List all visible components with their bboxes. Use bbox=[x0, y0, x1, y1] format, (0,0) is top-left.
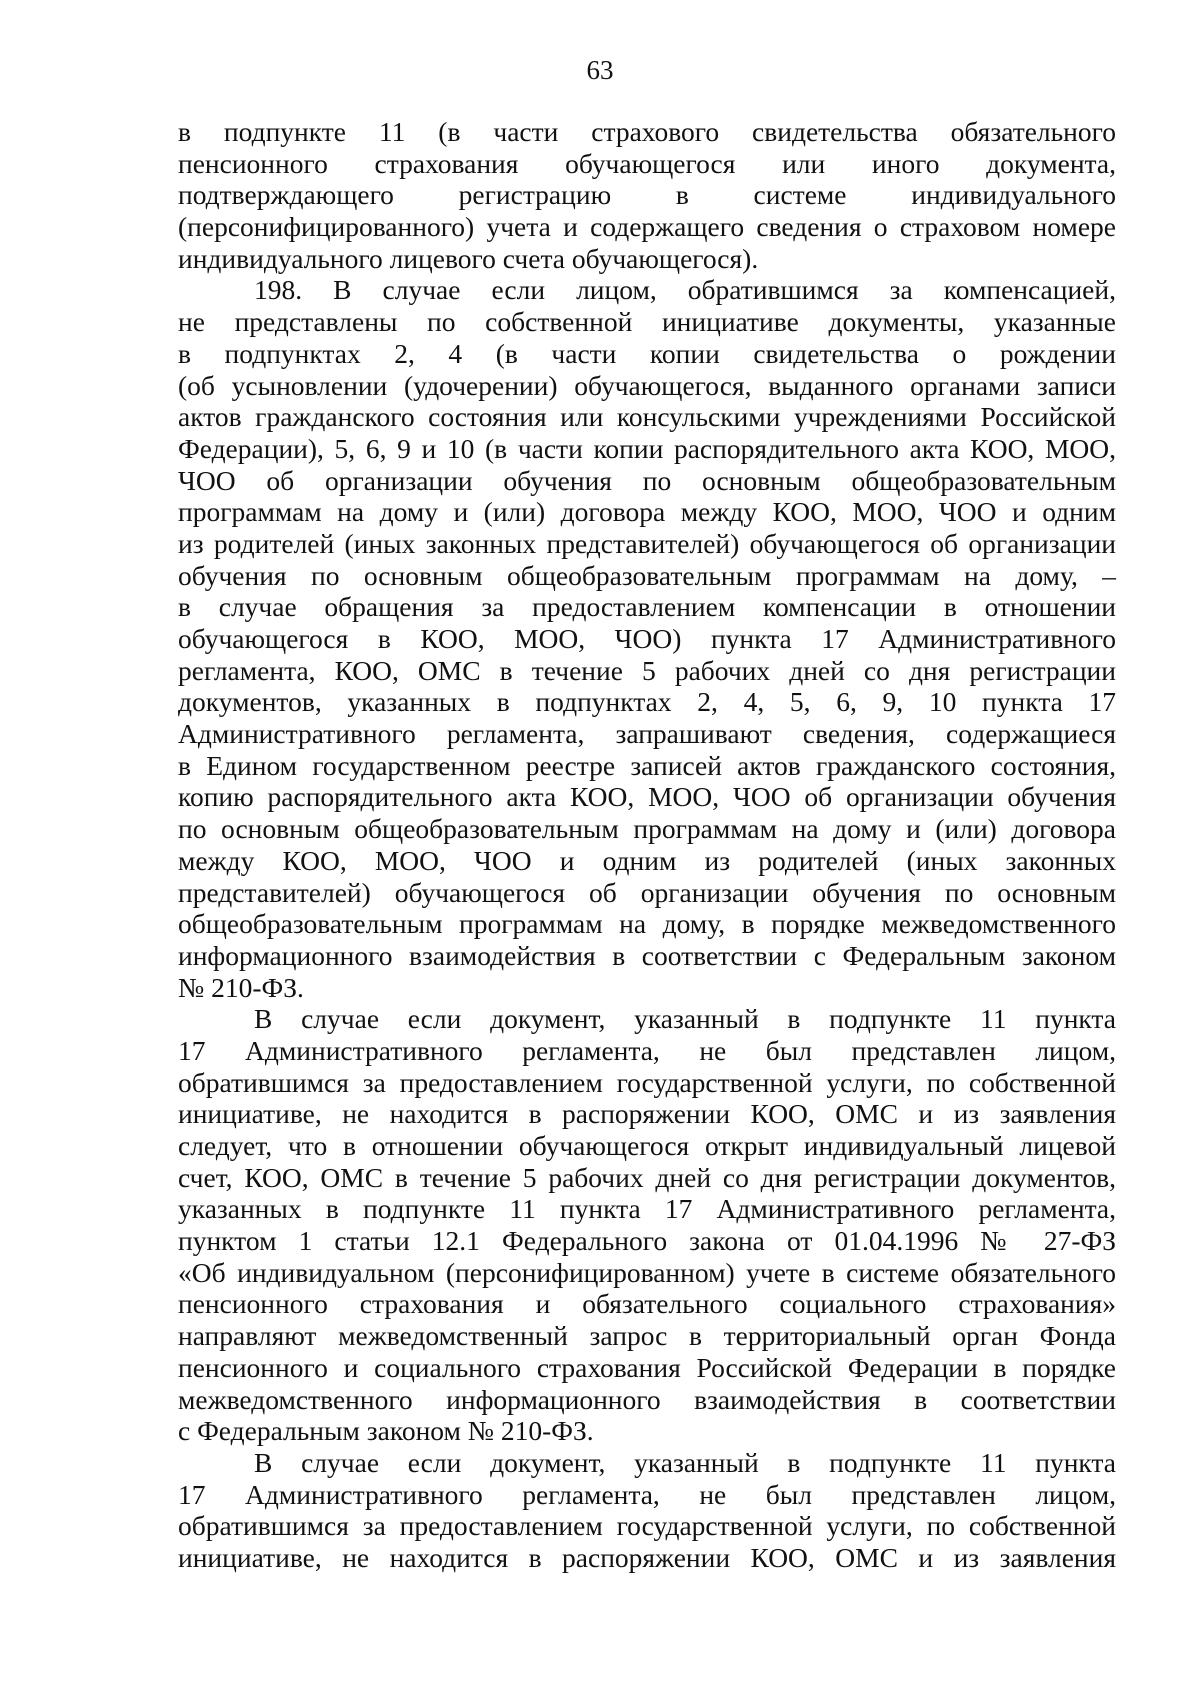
paragraph bbox=[178, 1447, 1116, 1574]
text-line: программам на дому и (или) договора между КОО, МОО, ЧОО и одним bbox=[178, 496, 1116, 528]
text-line: документов, указанных в подпунктах 2, 4, 5, 6, 9, 10 пункта 17 bbox=[178, 686, 1116, 718]
text-line: (об усыновлении (удочерении) обучающегося, выданного органами записи bbox=[178, 369, 1116, 401]
text-line: в Едином государственном реестре записей актов гражданского состояния, bbox=[178, 749, 1116, 781]
text-line: 17 Административного регламента, не был представлен лицом, bbox=[178, 1034, 1116, 1066]
text-line: обучающегося в КОО, МОО, ЧОО) пункта 17 Административного bbox=[178, 623, 1116, 654]
text-line: пунктом 1 статьи 12.1 Федерального закона от 01.04.1996 № 27-ФЗ bbox=[178, 1225, 1116, 1257]
text-line: в случае обращения за предоставлением компенсации в отношении bbox=[178, 591, 1116, 623]
text-line: представителей) обучающегося об организации обучения по основным bbox=[178, 876, 1116, 908]
paragraph-continuation bbox=[178, 116, 1116, 274]
text-line: (персонифицированного) учета и содержащего сведения о страховом номере bbox=[178, 211, 1116, 243]
document-body bbox=[178, 116, 1116, 1574]
text-line: информационного взаимодействия в соответствии с Федеральным законом bbox=[178, 939, 1116, 971]
text-line: обучения по основным общеобразовательным программам на дому, – bbox=[178, 559, 1116, 591]
text-line: указанных в подпункте 11 пункта 17 Административного регламента, bbox=[178, 1193, 1116, 1225]
text-line: в подпункте 11 (в части страхового свидетельства обязательного bbox=[178, 116, 1116, 147]
text-line: Федерации), 5, 6, 9 и 10 (в части копии распорядительного акта КОО, МОО, bbox=[178, 432, 1116, 464]
text-line: по основным общеобразовательным программам на дому и (или) договора bbox=[178, 813, 1116, 845]
page-number: 63 bbox=[586, 55, 614, 85]
text-line: пенсионного страхования обучающегося или иного документа, bbox=[178, 147, 1116, 179]
text-line: В случае если документ, указанный в подпункте 11 пункта bbox=[254, 1003, 1116, 1035]
text-line: регламента, КОО, ОМС в течение 5 рабочих дней со дня регистрации bbox=[178, 654, 1116, 686]
text-line: «Об индивидуальном (персонифицированном) учете в системе обязательного bbox=[178, 1256, 1116, 1288]
text-line: общеобразовательным программам на дому, в порядке межведомственного bbox=[178, 908, 1116, 940]
text-line: ЧОО об организации обучения по основным общеобразовательным bbox=[178, 464, 1116, 496]
paragraph bbox=[178, 1003, 1116, 1447]
text-line: № 210-ФЗ. bbox=[178, 971, 304, 1003]
text-line: индивидуального лицевого счета обучающегося). bbox=[178, 242, 759, 274]
text-line: обратившимся за предоставлением государственной услуги, по собственной bbox=[178, 1510, 1116, 1542]
text-line: с Федеральным законом № 210-ФЗ. bbox=[178, 1415, 594, 1447]
text-line: между КОО, МОО, ЧОО и одним из родителей (иных законных bbox=[178, 844, 1116, 876]
text-line: обратившимся за предоставлением государственной услуги, по собственной bbox=[178, 1066, 1116, 1098]
text-line: 198. В случае если лицом, обратившимся за компенсацией, bbox=[254, 274, 1116, 306]
text-line: инициативе, не находится в распоряжении КОО, ОМС и из заявления bbox=[178, 1098, 1116, 1130]
text-line: из родителей (иных законных представителей) обучающегося об организации bbox=[178, 527, 1116, 559]
text-line: не представлены по собственной инициативе документы, указанные bbox=[178, 306, 1116, 338]
text-line: В случае если документ, указанный в подпункте 11 пункта bbox=[254, 1446, 1116, 1478]
text-line: межведомственного информационного взаимодействия в соответствии bbox=[178, 1383, 1116, 1415]
text-line: счет, КОО, ОМС в течение 5 рабочих дней со дня регистрации документов, bbox=[178, 1161, 1116, 1193]
text-line: Административного регламента, запрашивают сведения, содержащиеся bbox=[178, 718, 1116, 750]
paragraph-198 bbox=[178, 274, 1116, 1003]
text-line: пенсионного страхования и обязательного социального страхования» bbox=[178, 1288, 1116, 1320]
text-line: следует, что в отношении обучающегося открыт индивидуальный лицевой bbox=[178, 1130, 1116, 1161]
text-line: направляют межведомственный запрос в территориальный орган Фонда bbox=[178, 1320, 1116, 1352]
text-line: 17 Административного регламента, не был представлен лицом, bbox=[178, 1478, 1116, 1510]
text-line: в подпунктах 2, 4 (в части копии свидетельства о рождении bbox=[178, 337, 1116, 369]
text-line: подтверждающего регистрацию в системе индивидуального bbox=[178, 179, 1116, 211]
text-line: актов гражданского состояния или консульскими учреждениями Российской bbox=[178, 401, 1116, 433]
text-line: копию распорядительного акта КОО, МОО, ЧОО об организации обучения bbox=[178, 781, 1116, 813]
text-line: инициативе, не находится в распоряжении КОО, ОМС и из заявления bbox=[178, 1541, 1116, 1573]
text-line: пенсионного и социального страхования Российской Федерации в порядке bbox=[178, 1351, 1116, 1383]
